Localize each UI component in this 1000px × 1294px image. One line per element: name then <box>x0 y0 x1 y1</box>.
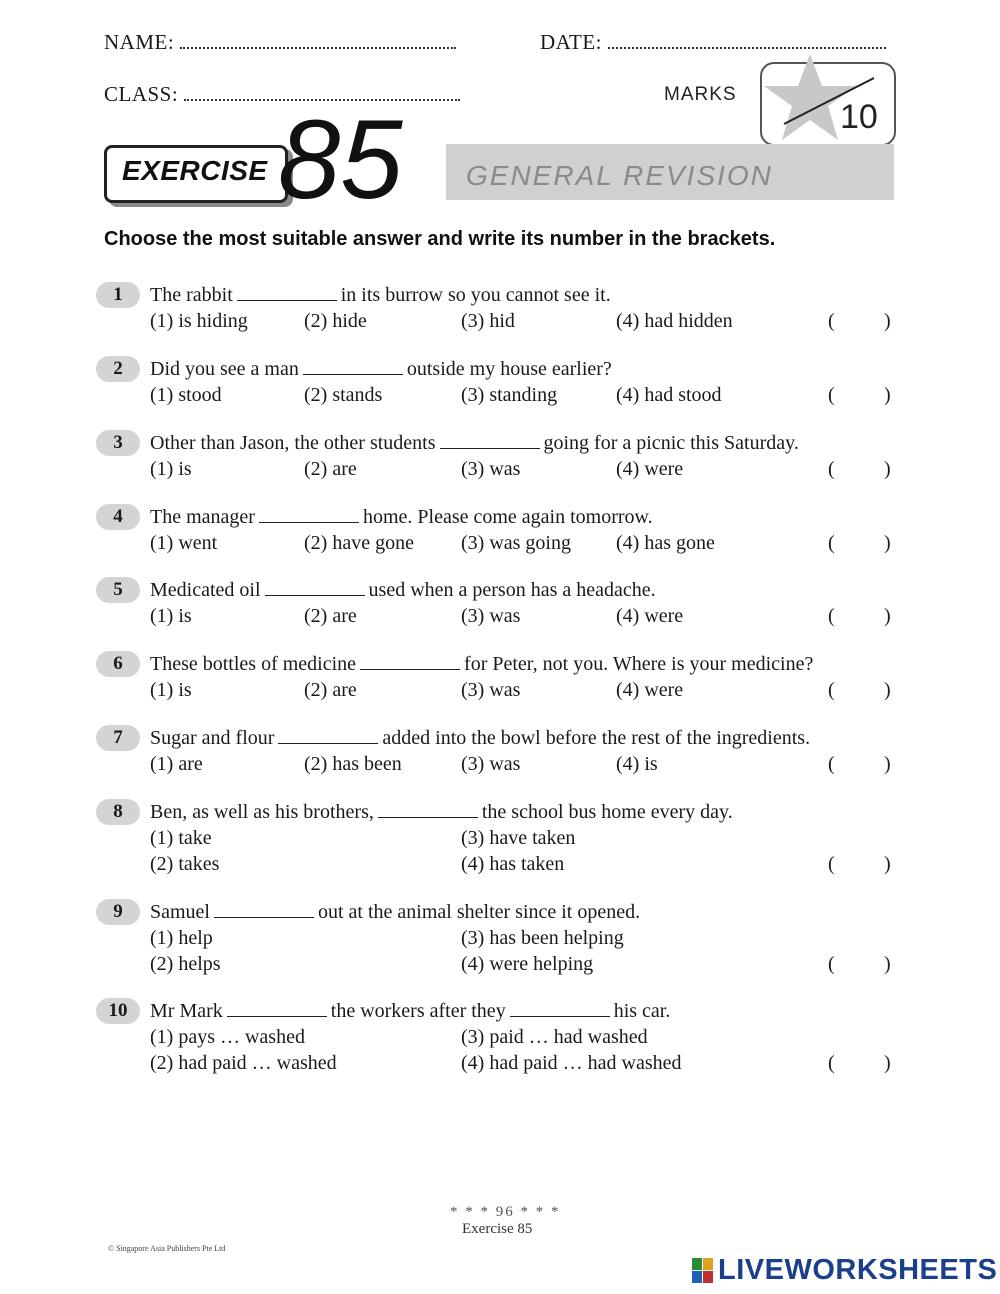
stem-before: Ben, as well as his brothers, <box>150 801 374 823</box>
exercise-word: EXERCISE <box>122 155 268 186</box>
question-number: 4 <box>96 504 140 530</box>
page-number: * * * 96 * * * <box>450 1204 561 1220</box>
answer-blank <box>214 899 314 918</box>
answer-blank <box>227 998 327 1017</box>
option-1: (1) take <box>150 827 212 849</box>
answer-blank <box>303 356 403 375</box>
option-1: (1) stood <box>150 384 222 406</box>
exercise-number: 85 <box>278 97 403 222</box>
stem-after: his car. <box>613 1000 671 1022</box>
answer-bracket-open[interactable]: ( <box>828 605 835 627</box>
answer-bracket-close: ) <box>884 953 891 975</box>
question-number: 10 <box>96 998 140 1024</box>
question-stem <box>150 651 813 677</box>
option-1: (1) is <box>150 679 192 701</box>
question-number: 5 <box>96 577 140 603</box>
answer-bracket-open[interactable]: ( <box>828 679 835 701</box>
answer-bracket-close: ) <box>884 1052 891 1074</box>
question-number: 1 <box>96 282 140 308</box>
marks-label: MARKS <box>664 84 737 105</box>
question-stem <box>150 998 670 1024</box>
liveworksheets-brand: LIVEWORKSHEETS <box>718 1254 998 1286</box>
option-2: (2) stands <box>304 384 383 406</box>
option-3: (3) hid <box>461 310 515 332</box>
option-2: (3) paid … had washed <box>461 1026 648 1048</box>
option-4: (4) were <box>616 458 684 480</box>
answer-bracket-close: ) <box>884 310 891 332</box>
class-label: CLASS: <box>104 82 179 106</box>
stem-before: Medicated oil <box>150 579 261 601</box>
instruction: Choose the most suitable answer and write its number in the brackets. <box>104 228 776 250</box>
option-4: (4) were <box>616 679 684 701</box>
stem-after: outside my house earlier? <box>406 358 612 380</box>
name-row <box>104 30 456 55</box>
answer-blank <box>259 504 359 523</box>
option-4: (4) had paid … had washed <box>461 1052 682 1074</box>
answer-bracket-open[interactable]: ( <box>828 532 835 554</box>
option-4: (4) were helping <box>461 953 594 975</box>
stem-after: going for a picnic this Saturday. <box>543 432 799 454</box>
liveworksheets-logo-icon <box>692 1258 714 1284</box>
answer-bracket-close: ) <box>884 532 891 554</box>
option-2: (2) are <box>304 679 357 701</box>
answer-blank <box>265 577 365 596</box>
option-3: (3) was <box>461 679 521 701</box>
stem-after: home. Please come again tomorrow. <box>362 506 653 528</box>
option-1: (1) is hiding <box>150 310 248 332</box>
answer-bracket-open[interactable]: ( <box>828 853 835 875</box>
answer-bracket-close: ) <box>884 679 891 701</box>
option-4: (4) has taken <box>461 853 565 875</box>
option-1: (1) is <box>150 605 192 627</box>
option-3: (3) was <box>461 458 521 480</box>
option-2: (2) are <box>304 458 357 480</box>
option-1: (1) is <box>150 458 192 480</box>
answer-bracket-open[interactable]: ( <box>828 753 835 775</box>
option-3: (2) helps <box>150 953 221 975</box>
answer-bracket-close: ) <box>884 384 891 406</box>
option-1: (1) are <box>150 753 203 775</box>
question-stem <box>150 356 612 382</box>
stem-after: added into the bowl before the rest of the ingredients. <box>382 727 811 749</box>
option-4: (4) had stood <box>616 384 722 406</box>
question-stem <box>150 725 810 751</box>
answer-blank <box>440 430 540 449</box>
question-number: 2 <box>96 356 140 382</box>
option-2: (2) hide <box>304 310 367 332</box>
answer-bracket-open[interactable]: ( <box>828 310 835 332</box>
answer-bracket-close: ) <box>884 853 891 875</box>
option-2: (3) has been helping <box>461 927 624 949</box>
stem-before: Other than Jason, the other students <box>150 432 436 454</box>
option-4: (4) had hidden <box>616 310 733 332</box>
stem-after: for Peter, not you. Where is your medicine? <box>464 653 814 675</box>
stem-middle: the workers after they <box>330 1000 506 1022</box>
option-4: (4) has gone <box>616 532 715 554</box>
answer-bracket-close: ) <box>884 605 891 627</box>
answer-blank <box>278 725 378 744</box>
revision-title: GENERAL REVISION <box>466 160 773 191</box>
question-stem <box>150 799 733 825</box>
option-2: (2) has been <box>304 753 402 775</box>
option-3: (3) was going <box>461 532 571 554</box>
stem-before: The rabbit <box>150 284 233 306</box>
date-line[interactable] <box>608 31 886 49</box>
answer-bracket-open[interactable]: ( <box>828 1052 835 1074</box>
option-2: (3) have taken <box>461 827 576 849</box>
name-label: NAME: <box>104 30 175 54</box>
answer-blank <box>360 651 460 670</box>
option-4: (4) were <box>616 605 684 627</box>
stem-after: out at the animal shelter since it opened. <box>318 901 641 923</box>
option-3: (2) had paid … washed <box>150 1052 337 1074</box>
stem-after: in its burrow so you cannot see it. <box>340 284 611 306</box>
question-stem <box>150 504 653 530</box>
question-number: 8 <box>96 799 140 825</box>
stem-before: Did you see a man <box>150 358 299 380</box>
question-stem <box>150 282 611 308</box>
option-4: (4) is <box>616 753 658 775</box>
stem-before: These bottles of medicine <box>150 653 357 675</box>
stem-before: The manager <box>150 506 255 528</box>
stem-before: Samuel <box>150 901 210 923</box>
answer-blank <box>237 282 337 301</box>
option-2: (2) are <box>304 605 357 627</box>
answer-bracket-open[interactable]: ( <box>828 384 835 406</box>
name-line[interactable] <box>180 31 456 49</box>
footer-exercise: Exercise 85 <box>462 1221 533 1237</box>
option-1: (1) went <box>150 532 218 554</box>
marks-total: 10 <box>840 98 878 136</box>
stem-before: Sugar and flour <box>150 727 275 749</box>
option-3: (3) standing <box>461 384 558 406</box>
option-1: (1) pays … washed <box>150 1026 305 1048</box>
answer-blank <box>378 799 478 818</box>
question-stem <box>150 430 799 456</box>
question-stem <box>150 577 656 603</box>
option-2: (2) have gone <box>304 532 414 554</box>
option-3: (3) was <box>461 605 521 627</box>
answer-bracket-open[interactable]: ( <box>828 458 835 480</box>
question-number: 6 <box>96 651 140 677</box>
answer-blank <box>510 998 610 1017</box>
question-number: 7 <box>96 725 140 751</box>
date-label: DATE: <box>540 30 602 54</box>
option-3: (3) was <box>461 753 521 775</box>
option-3: (2) takes <box>150 853 220 875</box>
question-number: 3 <box>96 430 140 456</box>
stem-after: the school bus home every day. <box>481 801 733 823</box>
stem-after: used when a person has a headache. <box>368 579 656 601</box>
answer-bracket-open[interactable]: ( <box>828 953 835 975</box>
answer-bracket-close: ) <box>884 753 891 775</box>
option-1: (1) help <box>150 927 213 949</box>
stem-before: Mr Mark <box>150 1000 223 1022</box>
question-stem <box>150 899 640 925</box>
answer-bracket-close: ) <box>884 458 891 480</box>
question-number: 9 <box>96 899 140 925</box>
copyright: © Singapore Asia Publishers Pte Ltd <box>108 1244 226 1253</box>
